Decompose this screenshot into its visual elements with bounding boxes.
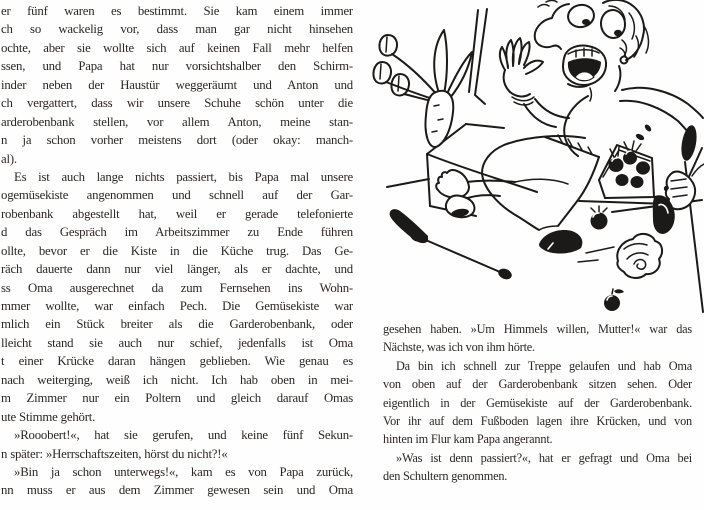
text-line: t einer Krücke daran hängen geblieben. Wie genau es xyxy=(1,354,353,369)
text-line: ch so wackelig vor, dass man gar nicht hinsehen xyxy=(1,22,353,37)
vegetable-crate xyxy=(599,141,654,198)
text-line: nach weiterging, weiß ich nicht. Ich hab oben in mei- xyxy=(1,372,353,387)
text-line: mmer wollte, war einfach Pech. Die Gemüsekiste war xyxy=(1,299,353,313)
text-line: Vor ihr auf dem Fußboden lagen ihre Krücken, und von xyxy=(383,413,692,428)
cabbage xyxy=(617,234,662,278)
carrot xyxy=(425,91,453,147)
oma-crate-illustration xyxy=(372,0,704,318)
bare-foot-and-sock xyxy=(436,170,474,219)
text-line: ute Stimme gehört. xyxy=(1,409,96,424)
text-line: »Rooobert!«, hat sie gerufen, und keine fünf Sekun- xyxy=(14,428,353,443)
text-line: ochte, aber sie wollte sich auf keinen Fall mehr helfen xyxy=(1,40,353,55)
text-line: robenbank abgestellt hat, weil er gerade telefonierte xyxy=(1,206,353,221)
text-line: inder neben der Haustür weggeräumt und Anton und xyxy=(1,77,353,92)
text-line: »Bin ja schon unterwegs!«, kam es von Papa zurück, xyxy=(14,464,353,479)
text-line: Es ist auch lange nichts passiert, bis Papa mal unsere xyxy=(14,169,353,184)
floor-tomato xyxy=(591,206,608,230)
text-line: eigentlich in der Gemüsekiste auf der Garderobenbank. xyxy=(383,395,692,410)
text-line: d das Gespräch im Arbeitszimmer zu Ende führen xyxy=(1,225,353,240)
motion-lines xyxy=(578,247,614,262)
text-line: ss Oma ausgerechnet da zum Fernsehen ins Wohn- xyxy=(1,280,353,295)
text-line: räch dauerte dann nur viel länger, als er dachte, und xyxy=(1,262,353,277)
text-line: ssen, und Papa hat nur vorsichtshalber den Schirm- xyxy=(1,59,353,74)
text-line: ollte, bevor er die Kiste in die Küche trug. Das Ge- xyxy=(1,243,353,258)
text-line: arderobenbank stellen, vor allem Anton, meine stan- xyxy=(1,114,353,129)
shoe-on-foot xyxy=(539,230,582,254)
text-line: ch vergattert, dass wir unsere Schuhe schön unter die xyxy=(1,96,353,111)
text-line: n ja schon vorher meistens dort (oder okay: manch- xyxy=(1,133,353,148)
left-crutch xyxy=(390,209,514,281)
right-text-column xyxy=(383,320,692,486)
text-line: hinten im Flur kam Papa angerannt. xyxy=(383,432,553,447)
grandma-head xyxy=(535,3,628,101)
text-line: Nächste, was ich von ihm hörte. xyxy=(383,340,535,355)
leaves xyxy=(434,30,472,98)
text-line: m Zimmer nur ein Poltern und gleich darauf Omas xyxy=(1,391,353,406)
tulips xyxy=(373,35,438,102)
text-line: lleicht stand sie auch nur schief, jedenfalls ist Oma xyxy=(1,335,353,350)
text-line: al). xyxy=(1,151,17,166)
text-line: »Was ist denn passiert?«, hat er gefragt und Oma bei xyxy=(396,450,692,465)
text-line: Da bin ich schnell zur Treppe gelaufen und hab Oma xyxy=(396,358,692,373)
text-line: nn muss er aus dem Zimmer gewesen sein und Oma xyxy=(1,483,353,498)
text-line: den Schultern genommen. xyxy=(383,469,508,484)
text-line: mlich ein Stück breiter als die Garderobenbank, oder xyxy=(1,317,353,332)
raised-hand xyxy=(500,38,569,127)
text-line: n später: »Herrschaftszeiten, hörst du nicht?!« xyxy=(1,446,228,461)
text-line: ogemüsekiste angenommen und schnell auf der Gar- xyxy=(1,188,353,203)
text-line: gesehen haben. »Um Himmels willen, Mutter!« war das xyxy=(383,322,692,336)
text-line: er fünf waren es bestimmt. Sie kam einem immer xyxy=(1,4,353,18)
apple xyxy=(604,289,624,311)
left-text-column xyxy=(1,2,353,500)
text-line: von oben auf der Garderobenbank sitzen sehen. Oder xyxy=(383,377,692,392)
